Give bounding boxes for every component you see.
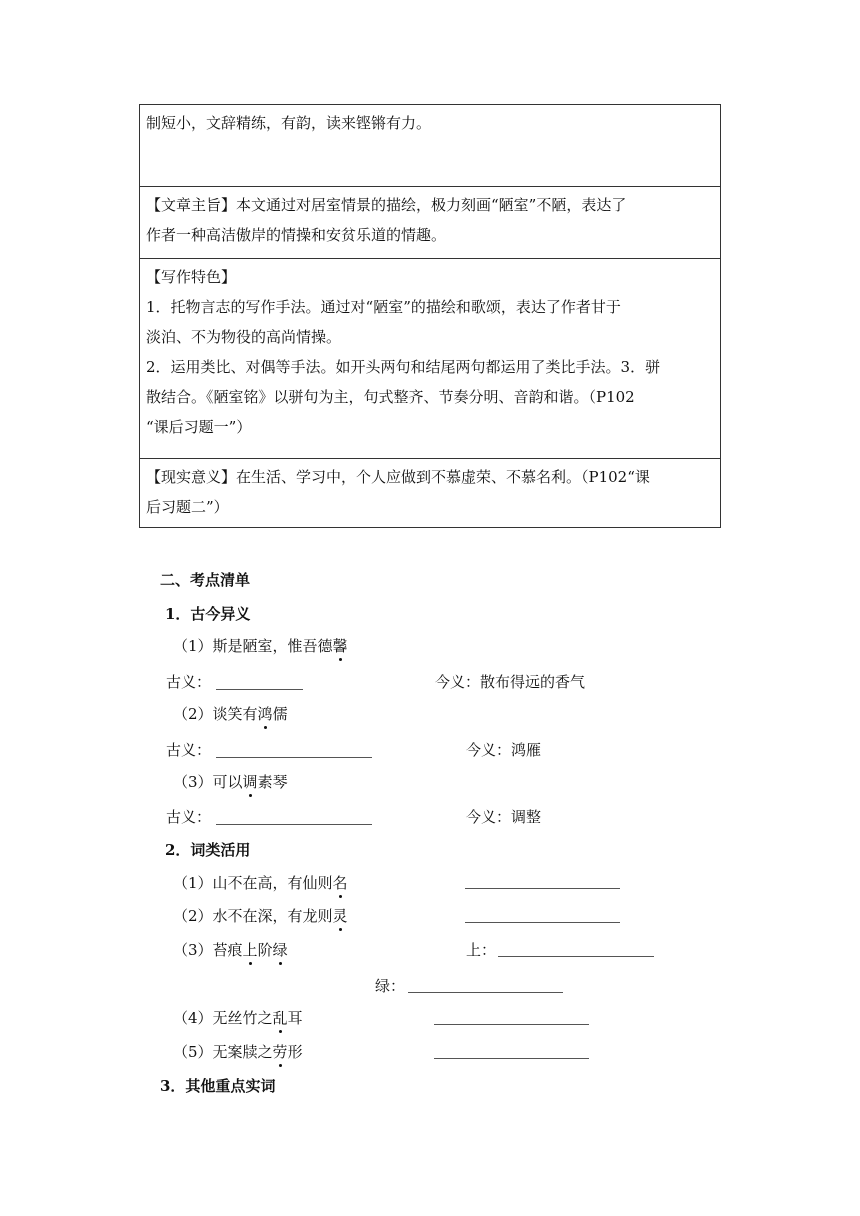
row2-line1: 【文章主旨】本文通过对居室情景的描绘，极力刻画“陋室”不陋，表达了 — [146, 196, 627, 214]
table-row-features — [140, 258, 720, 458]
analysis-table — [139, 104, 721, 528]
dotted-char: 绿 — [272, 941, 288, 959]
q3-modern: 今义：调整 — [466, 808, 542, 826]
dotted-char: 调 — [242, 773, 258, 791]
word-usage-5: （5）无案牍之劳形 — [173, 1043, 303, 1061]
word-usage-1: （1）山不在高，有仙则名 — [173, 874, 348, 892]
question-1: （1）斯是陋室，惟吾德馨 — [173, 637, 348, 655]
w2-blank[interactable] — [465, 922, 620, 923]
question-3: （3）可以调素琴 — [173, 773, 288, 791]
q1-modern: 今义：散布得远的香气 — [435, 673, 586, 691]
q2-ancient-label: 古义： — [166, 741, 212, 759]
row3-line5: 散结合。《陋室铭》以骈句为主，句式整齐、节奏分明、音韵和谐。（P102 — [146, 388, 635, 406]
row3-line3: 淡泊、不为物役的高尚情操。 — [146, 328, 342, 346]
word-usage-3: （3）苔痕上阶绿 — [173, 941, 288, 959]
dotted-char: 馨 — [332, 637, 348, 655]
q1-ancient-label: 古义： — [166, 673, 212, 691]
row3-line1: 【写作特色】 — [146, 268, 237, 286]
subsection-ancient-modern: 1．古今异义 — [165, 605, 251, 623]
w3-lv-label: 绿： — [375, 977, 406, 995]
word-usage-4: （4）无丝竹之乱耳 — [173, 1009, 303, 1027]
row1-line1: 制短小，文辞精练，有韵，读来铿锵有力。 — [146, 114, 432, 132]
row3-line2: 1．托物言志的写作手法。通过对“陋室”的描绘和歌颂，表达了作者甘于 — [146, 298, 621, 316]
row4-line2: 后习题二”） — [146, 498, 229, 516]
dotted-char: 灵 — [332, 907, 348, 925]
w3-shang-label: 上： — [466, 941, 497, 959]
subsection-key-words: 3．其他重点实词 — [160, 1077, 276, 1095]
row2-line2: 作者一种高洁傲岸的情操和安贫乐道的情趣。 — [146, 226, 447, 244]
table-row-theme — [140, 186, 720, 258]
dotted-char: 上 — [242, 941, 258, 959]
q3-ancient-blank[interactable] — [216, 824, 372, 825]
dotted-char: 乱 — [272, 1009, 288, 1027]
w3-shang-blank[interactable] — [498, 956, 654, 957]
q1-ancient-blank[interactable] — [216, 689, 303, 690]
word-usage-2: （2）水不在深，有龙则灵 — [173, 907, 348, 925]
w5-blank[interactable] — [434, 1058, 589, 1059]
section-title: 二、考点清单 — [160, 571, 251, 589]
q3-ancient-label: 古义： — [166, 808, 212, 826]
w3-lv-blank[interactable] — [408, 992, 563, 993]
q2-modern: 今义：鸿雁 — [466, 741, 542, 759]
table-row-style — [140, 105, 720, 186]
subsection-word-class: 2．词类活用 — [165, 841, 251, 859]
table-row-meaning — [140, 458, 720, 527]
row4-line1: 【现实意义】在生活、学习中，个人应做到不慕虚荣、不慕名利。（P102“课 — [146, 468, 650, 486]
question-2: （2）谈笑有鸿儒 — [173, 705, 288, 723]
w1-blank[interactable] — [465, 888, 620, 889]
dotted-char: 名 — [332, 874, 348, 892]
w4-blank[interactable] — [434, 1024, 589, 1025]
row3-line4: 2．运用类比、对偶等手法。如开头两句和结尾两句都运用了类比手法。3．骈 — [146, 358, 661, 376]
row3-line6: “课后习题一”） — [146, 418, 252, 436]
dotted-char: 鸿 — [257, 705, 273, 723]
dotted-char: 劳 — [272, 1043, 288, 1061]
q2-ancient-blank[interactable] — [216, 757, 372, 758]
